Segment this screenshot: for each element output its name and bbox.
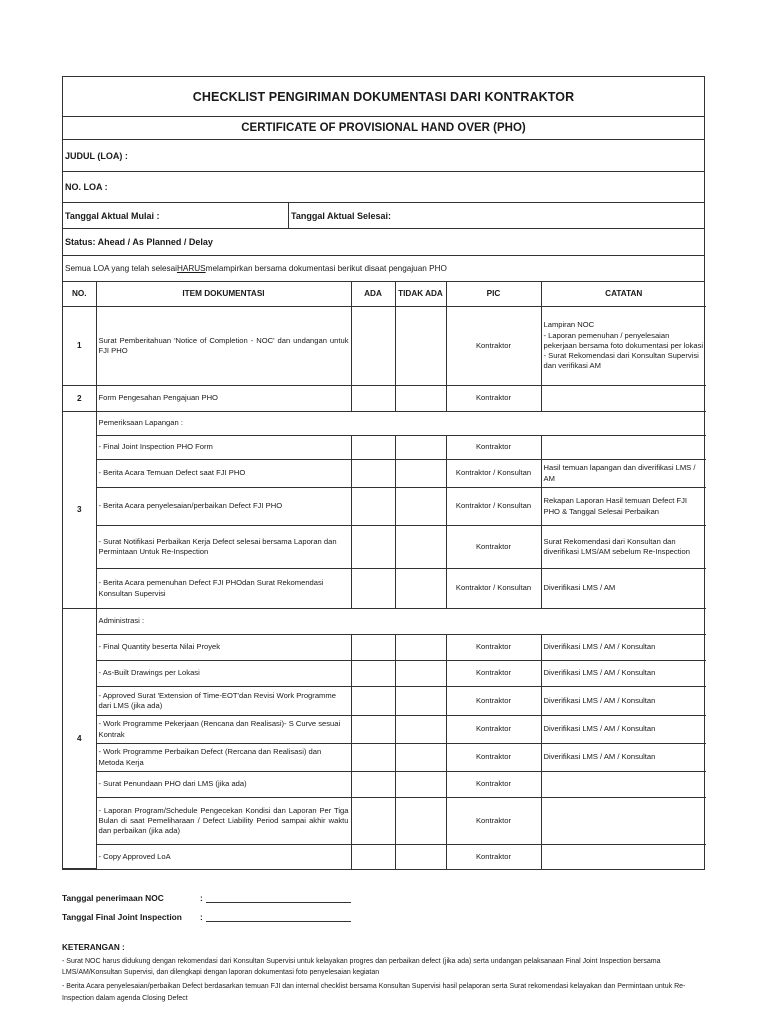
- header-ada: ADA: [351, 282, 395, 307]
- ada-checkbox-cell[interactable]: [351, 569, 395, 609]
- status-label: Status: Ahead / As Planned / Delay: [65, 237, 213, 247]
- item-cell: - Berita Acara penyelesaian/perbaikan Defect FJI PHO: [96, 488, 351, 526]
- header-pic: PIC: [446, 282, 541, 307]
- table-row: [63, 716, 706, 744]
- no-loa-label: NO. LOA :: [65, 182, 108, 192]
- row-number: 3: [63, 412, 96, 609]
- tanggal-noc-label: Tanggal penerimaan NOC: [62, 893, 164, 903]
- catatan-line: - Laporan pemenuhan / penyelesaian pekerjaan bersama foto dokumentasi per lokasi: [543, 330, 704, 350]
- section-header-row: [63, 412, 706, 436]
- catatan-line: Lampiran NOC: [543, 320, 595, 330]
- section-header-pemeriksaan: Pemeriksaan Lapangan :: [96, 412, 706, 436]
- tidak-ada-checkbox-cell[interactable]: [395, 687, 446, 716]
- catatan-cell: [541, 772, 706, 798]
- table-header-row: [63, 282, 706, 307]
- instruction-note: [63, 256, 704, 282]
- item-cell: - Work Programme Pekerjaan (Rencana dan Realisasi)- S Curve sesuai Kontrak: [96, 716, 351, 744]
- keterangan-item: - Berita Acara penyelesaian/perbaikan Defect berdasarkan temuan FJI dan internal checklist bersama Konsultan Supervisi hasil pelaporan serta Surat rekomendasi kelayakan dan Permintaan untuk Re-Inspection dalam agenda Closing Defect: [62, 983, 686, 1002]
- catatan-cell: [541, 798, 706, 845]
- pic-cell: Kontraktor: [446, 526, 541, 569]
- tidak-ada-checkbox-cell[interactable]: [395, 661, 446, 687]
- item-cell: - Berita Acara pemenuhan Defect FJI PHOdan Surat Rekomendasi Konsultan Supervisi: [96, 569, 351, 609]
- tidak-ada-checkbox-cell[interactable]: [395, 386, 446, 412]
- header-catatan: CATATAN: [541, 282, 706, 307]
- item-cell: - Copy Approved LoA: [96, 845, 351, 869]
- judul-loa-field: [63, 140, 704, 172]
- keterangan-title: KETERANGAN :: [62, 943, 125, 952]
- ada-checkbox-cell[interactable]: [351, 307, 395, 386]
- header-tidak-ada: TIDAK ADA: [395, 282, 446, 307]
- ada-checkbox-cell[interactable]: [351, 436, 395, 460]
- item-cell: - Surat Notifikasi Perbaikan Kerja Defect selesai bersama Laporan dan Permintaan Untuk Re-Inspection: [96, 526, 351, 569]
- catatan-line: - Surat Rekomendasi dari Konsultan Supervisi dan verifikasi AM: [543, 351, 699, 371]
- table-row: [63, 744, 706, 772]
- ada-checkbox-cell[interactable]: [351, 716, 395, 744]
- tanggal-mulai-label: Tanggal Aktual Mulai :: [65, 210, 160, 221]
- tidak-ada-checkbox-cell[interactable]: [395, 307, 446, 386]
- ada-checkbox-cell[interactable]: [351, 635, 395, 661]
- item-cell: - Approved Surat 'Extension of Time-EOT'dan Revisi Work Programme dari LMS (jika ada): [96, 687, 351, 716]
- row-number: 1: [63, 307, 96, 386]
- table-row: [63, 436, 706, 460]
- table-row: [63, 460, 706, 488]
- pic-cell: Kontraktor: [446, 635, 541, 661]
- table-row: [63, 488, 706, 526]
- catatan-cell: [541, 845, 706, 869]
- pic-cell: Kontraktor / Konsultan: [446, 460, 541, 488]
- tanggal-noc-line: [62, 893, 712, 903]
- catatan-cell: Surat Rekomendasi dari Konsultan dan diverifikasi LMS/AM sebelum Re-Inspection: [541, 526, 706, 569]
- pic-cell: Kontraktor: [446, 687, 541, 716]
- note-text-after: melampirkan bersama dokumentasi berikut disaat pengajuan PHO: [205, 264, 447, 273]
- catatan-cell: Hasil temuan lapangan dan diverifikasi LMS / AM: [541, 460, 706, 488]
- table-row: [63, 687, 706, 716]
- tidak-ada-checkbox-cell[interactable]: [395, 798, 446, 845]
- section-header-administrasi: Administrasi :: [96, 609, 706, 635]
- ada-checkbox-cell[interactable]: [351, 460, 395, 488]
- table-row: [63, 845, 706, 869]
- tidak-ada-checkbox-cell[interactable]: [395, 460, 446, 488]
- catatan-cell: Diverifikasi LMS / AM / Konsultan: [541, 661, 706, 687]
- ada-checkbox-cell[interactable]: [351, 845, 395, 869]
- table-row: [63, 307, 706, 386]
- ada-checkbox-cell[interactable]: [351, 661, 395, 687]
- table-row: [63, 569, 706, 609]
- section-header-row: [63, 609, 706, 635]
- pic-cell: Kontraktor: [446, 661, 541, 687]
- item-cell: - Surat Penundaan PHO dari LMS (jika ada): [96, 772, 351, 798]
- item-cell: Surat Pemberitahuan 'Notice of Completion - NOC' dan undangan untuk FJI PHO: [96, 307, 351, 386]
- tanggal-fji-label: Tanggal Final Joint Inspection: [62, 912, 182, 922]
- item-cell: - Work Programme Perbaikan Defect (Rercana dan Realisasi) dan Metoda Kerja: [96, 744, 351, 772]
- form-frame: [62, 76, 705, 870]
- checklist-form: [62, 76, 705, 870]
- catatan-cell: Diverifikasi LMS / AM / Konsultan: [541, 635, 706, 661]
- tanggal-mulai-field: [63, 203, 289, 228]
- pic-cell: Kontraktor: [446, 845, 541, 869]
- tidak-ada-checkbox-cell[interactable]: [395, 488, 446, 526]
- tidak-ada-checkbox-cell[interactable]: [395, 569, 446, 609]
- row-number: 4: [63, 609, 96, 869]
- tidak-ada-checkbox-cell[interactable]: [395, 716, 446, 744]
- pic-cell: Kontraktor: [446, 772, 541, 798]
- tidak-ada-checkbox-cell[interactable]: [395, 526, 446, 569]
- pic-cell: Kontraktor: [446, 716, 541, 744]
- pic-cell: Kontraktor: [446, 798, 541, 845]
- form-subtitle: [63, 117, 704, 140]
- form-subtitle-text: CERTIFICATE OF PROVISIONAL HAND OVER (PHO): [241, 122, 526, 134]
- no-loa-field: [63, 172, 704, 203]
- item-cell: - Berita Acara Temuan Defect saat FJI PHO: [96, 460, 351, 488]
- ada-checkbox-cell[interactable]: [351, 488, 395, 526]
- tanggal-selesai-label: Tanggal Aktual Selesai:: [291, 210, 392, 221]
- item-cell: - Laporan Program/Schedule Pengecekan Kondisi dan Laporan Per Tiga Bulan di saat Pemeliharaan / Defect Liability Period sampai akhir waktu dan perbaikan (jika ada): [96, 798, 351, 845]
- table-row: [63, 635, 706, 661]
- keterangan-item: - Surat NOC harus didukung dengan rekomendasi dari Konsultan Supervisi untuk kelayakan progres dan perbaikan defect (jika ada) serta undangan pelaksanaan Final Joint Inspection bersama LMS/AM/Konsultan Supervisi, dan dilengkapi dengan laporan dokumentasi foto penyelesaian kegiatan: [62, 958, 661, 977]
- table-row: [63, 798, 706, 845]
- ada-checkbox-cell[interactable]: [351, 798, 395, 845]
- tidak-ada-checkbox-cell[interactable]: [395, 436, 446, 460]
- tanggal-field-row: [63, 203, 704, 229]
- table-row: [63, 526, 706, 569]
- ada-checkbox-cell[interactable]: [351, 386, 395, 412]
- pic-cell: Kontraktor: [446, 744, 541, 772]
- tidak-ada-checkbox-cell[interactable]: [395, 772, 446, 798]
- note-text-before: Semua LOA yang telah selesai: [65, 264, 177, 273]
- catatan-cell: Diverifikasi LMS / AM / Konsultan: [541, 716, 706, 744]
- catatan-cell: [541, 386, 706, 412]
- form-footer: [62, 893, 712, 1007]
- tanggal-fji-line: [62, 912, 712, 922]
- ada-checkbox-cell[interactable]: [351, 526, 395, 569]
- colon: :: [200, 912, 203, 922]
- note-text-underlined: HARUS: [176, 264, 206, 273]
- tanggal-fji-blank[interactable]: [206, 912, 351, 922]
- ada-checkbox-cell[interactable]: [351, 687, 395, 716]
- ada-checkbox-cell[interactable]: [351, 772, 395, 798]
- table-row: [63, 661, 706, 687]
- table-row: [63, 772, 706, 798]
- tanggal-noc-blank[interactable]: [206, 893, 351, 903]
- catatan-cell: [541, 307, 706, 386]
- judul-loa-label: JUDUL (LOA) :: [65, 150, 128, 161]
- tanggal-selesai-field: [289, 203, 391, 228]
- pic-cell: Kontraktor / Konsultan: [446, 569, 541, 609]
- pic-cell: Kontraktor: [446, 386, 541, 412]
- header-no: NO.: [63, 282, 96, 307]
- catatan-cell: [541, 436, 706, 460]
- item-cell: - As-Built Drawings per Lokasi: [96, 661, 351, 687]
- documentation-table: [63, 282, 706, 869]
- pic-cell: Kontraktor / Konsultan: [446, 488, 541, 526]
- catatan-cell: Diverifikasi LMS / AM / Konsultan: [541, 687, 706, 716]
- tidak-ada-checkbox-cell[interactable]: [395, 744, 446, 772]
- catatan-cell: Diverifikasi LMS / AM: [541, 569, 706, 609]
- catatan-cell: Rekapan Laporan Hasil temuan Defect FJI PHO & Tanggal Selesai Perbaikan: [541, 488, 706, 526]
- item-cell: Form Pengesahan Pengajuan PHO: [96, 386, 351, 412]
- form-title: [63, 77, 704, 117]
- table-row: [63, 386, 706, 412]
- tidak-ada-checkbox-cell[interactable]: [395, 845, 446, 869]
- tidak-ada-checkbox-cell[interactable]: [395, 635, 446, 661]
- ada-checkbox-cell[interactable]: [351, 744, 395, 772]
- status-field: [63, 229, 704, 256]
- catatan-cell: Diverifikasi LMS / AM / Konsultan: [541, 744, 706, 772]
- colon: :: [200, 893, 203, 903]
- form-title-text: CHECKLIST PENGIRIMAN DOKUMENTASI DARI KONTRAKTOR: [192, 89, 575, 104]
- row-number: 2: [63, 386, 96, 412]
- pic-cell: Kontraktor: [446, 436, 541, 460]
- item-cell: - Final Quantity beserta Nilai Proyek: [96, 635, 351, 661]
- header-item: ITEM DOKUMENTASI: [96, 282, 351, 307]
- pic-cell: Kontraktor: [446, 307, 541, 386]
- item-cell: - Final Joint Inspection PHO Form: [96, 436, 351, 460]
